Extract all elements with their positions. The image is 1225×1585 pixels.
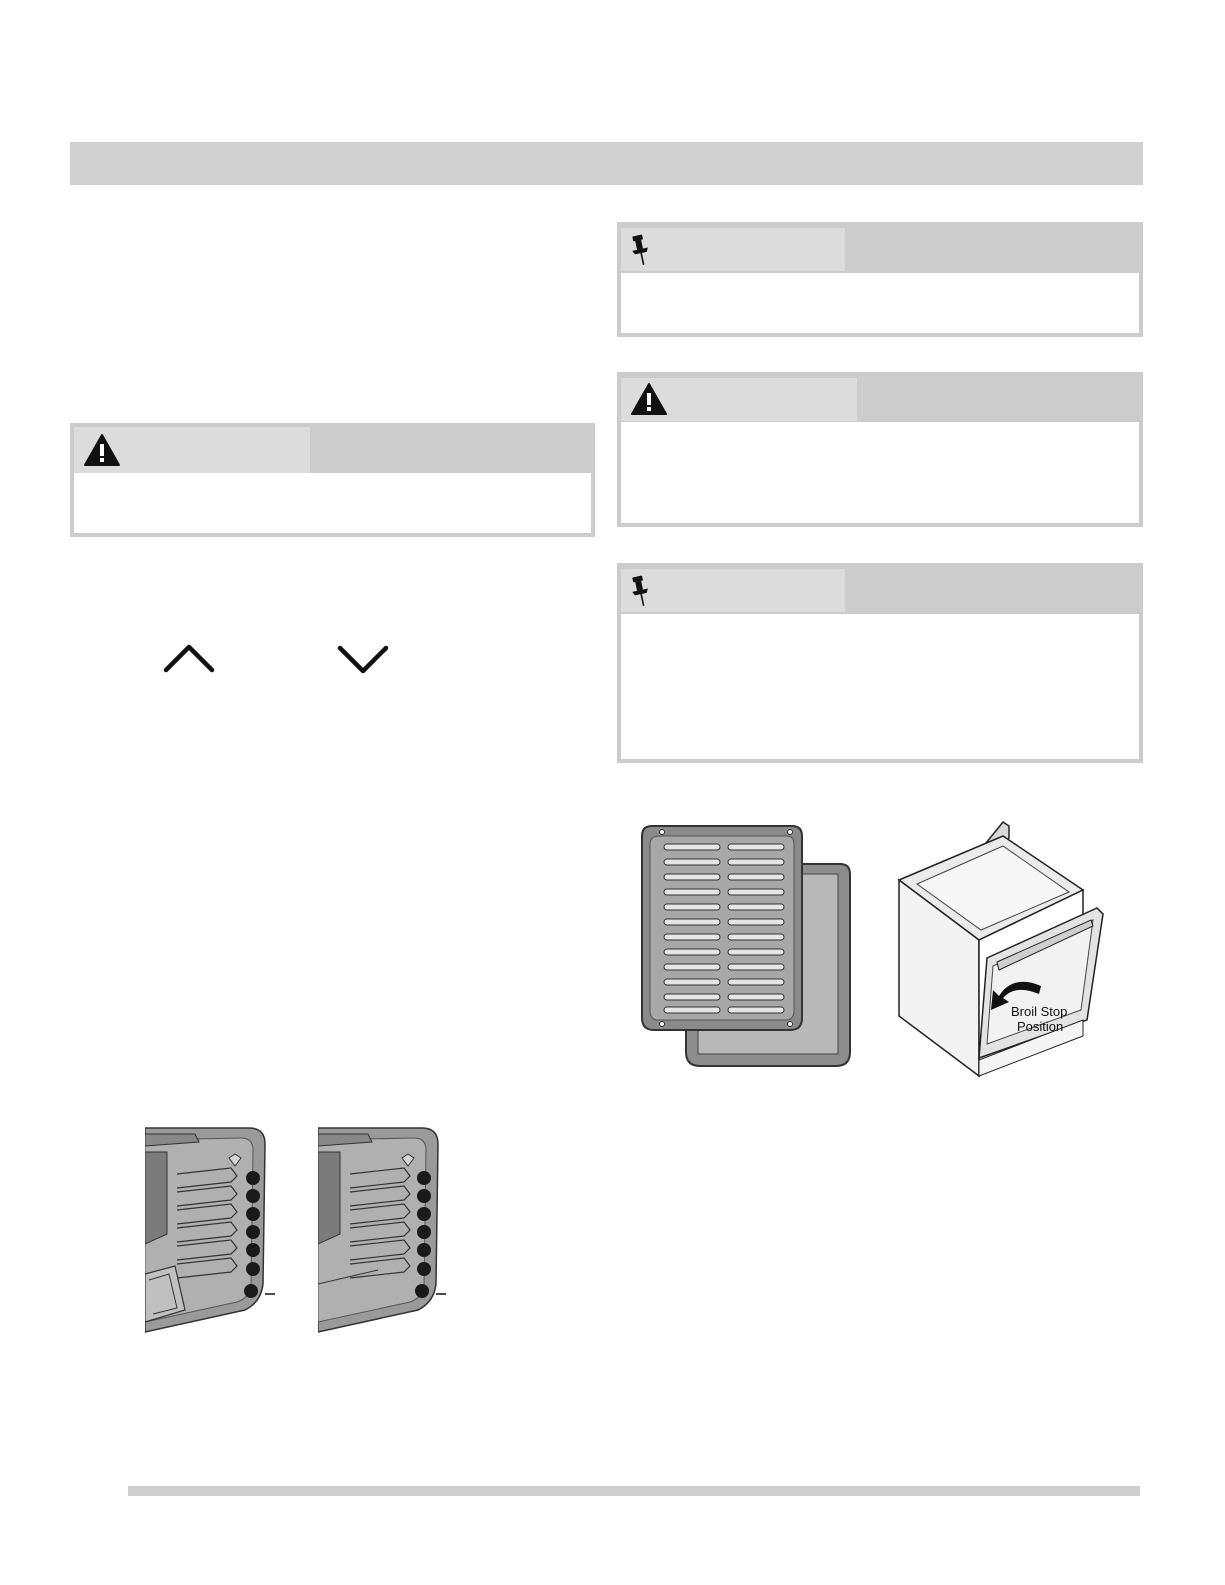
broiler-pan-illustration [640, 822, 855, 1072]
range-broil-stop-illustration [893, 820, 1108, 1082]
pushpin-icon [629, 574, 653, 613]
rack-positions-illustration-right [318, 1124, 453, 1334]
broil-stop-label-line2: Position [1017, 1019, 1064, 1034]
chevron-down-icon [337, 644, 389, 681]
note-box-bottom-right [617, 563, 1143, 763]
warning-box-right [617, 372, 1143, 527]
footer-bar [128, 1486, 1140, 1496]
note-box-tab [621, 569, 845, 612]
section-title-bar [70, 142, 1143, 185]
warning-icon [630, 382, 668, 421]
rack-positions-illustration-left [145, 1124, 280, 1334]
warning-icon [83, 433, 121, 472]
note-box-tab [621, 228, 845, 271]
broil-stop-label-line1: Broil Stop [1011, 1004, 1068, 1019]
chevron-up-icon [163, 642, 215, 679]
note-box-top-right [617, 222, 1143, 337]
warning-box-left [70, 423, 595, 537]
pushpin-icon [629, 233, 653, 272]
